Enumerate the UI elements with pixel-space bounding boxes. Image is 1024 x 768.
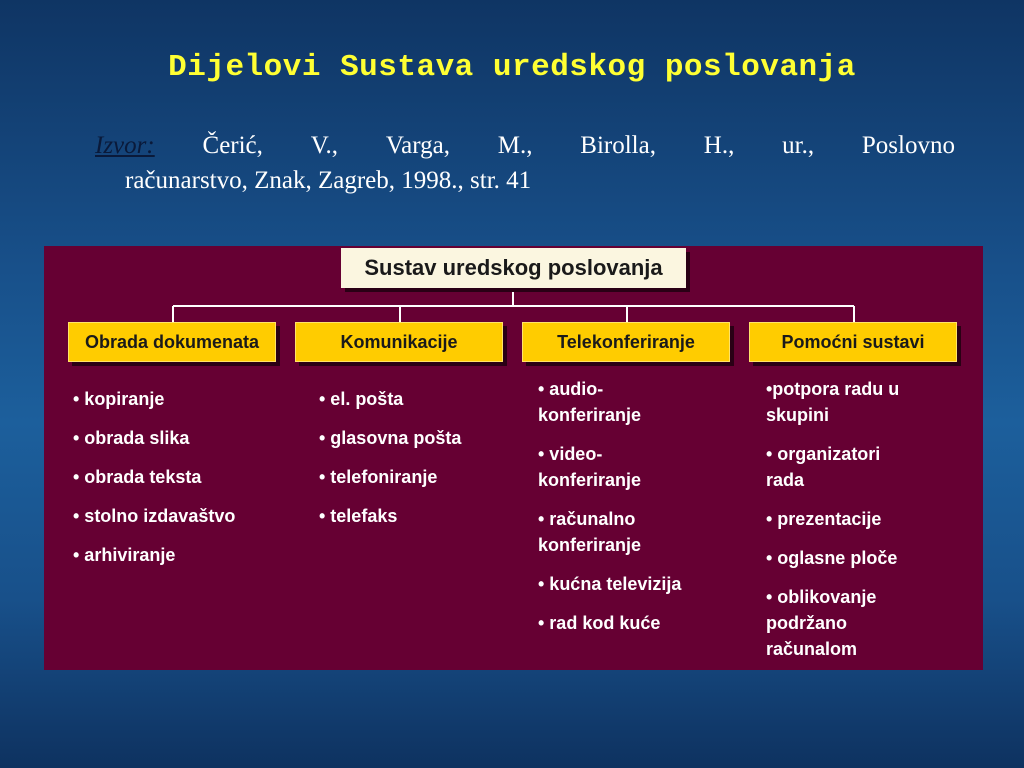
source-word: Čerić, — [202, 132, 263, 159]
list-item: • arhiviranje — [73, 545, 176, 565]
source-word: Poslovno — [861, 132, 955, 159]
slide-title: Dijelovi Sustava uredskog poslovanja — [168, 50, 856, 85]
list-item: • oglasne ploče — [766, 548, 898, 568]
list-item: • obrada slika — [73, 428, 190, 448]
list-telekonferiranje — [538, 376, 681, 649]
category-telekonferiranje: Telekonferiranje — [522, 322, 730, 362]
source-word: V., — [310, 132, 339, 159]
source-word: Varga, — [385, 132, 450, 159]
category-pomocni-sustavi: Pomoćni sustavi — [749, 322, 957, 362]
list-komunikacije — [319, 386, 461, 542]
org-diagram — [44, 246, 983, 670]
source-line-2: računarstvo, Znak, Zagreb, 1998., str. 41 — [125, 167, 532, 194]
source-word: Birolla, — [580, 132, 656, 159]
source-label: Izvor: — [95, 132, 155, 159]
list-item: • prezentacije — [766, 509, 882, 529]
list-obrada-dokumenata — [73, 386, 235, 581]
category-obrada-dokumenata: Obrada dokumenata — [68, 322, 276, 362]
list-item: • kućna televizija — [538, 574, 682, 594]
list-item: • organizatori rada — [766, 444, 881, 490]
source-word: M., — [497, 132, 533, 159]
list-item: • oblikovanje podržano računalom — [766, 587, 877, 659]
list-item: • obrada teksta — [73, 467, 202, 487]
list-item: • računalno konferiranje — [538, 509, 642, 555]
list-item: • audio- konferiranje — [538, 379, 642, 425]
list-item: • telefaks — [319, 506, 398, 526]
list-item: • glasovna pošta — [319, 428, 462, 448]
source-line-1 — [95, 128, 955, 163]
root-node: Sustav uredskog poslovanja — [341, 248, 686, 288]
list-item: • video- konferiranje — [538, 444, 642, 490]
source-word: ur., — [782, 132, 815, 159]
list-item: • stolno izdavaštvo — [73, 506, 236, 526]
list-item: •potpora radu u skupini — [766, 379, 900, 425]
list-item: • kopiranje — [73, 389, 165, 409]
source-citation — [95, 128, 955, 198]
list-item: • rad kod kuće — [538, 613, 661, 633]
source-word: H., — [703, 132, 735, 159]
list-item: • telefoniranje — [319, 467, 438, 487]
list-pomocni-sustavi — [766, 376, 899, 675]
category-komunikacije: Komunikacije — [295, 322, 503, 362]
list-item: • el. pošta — [319, 389, 404, 409]
